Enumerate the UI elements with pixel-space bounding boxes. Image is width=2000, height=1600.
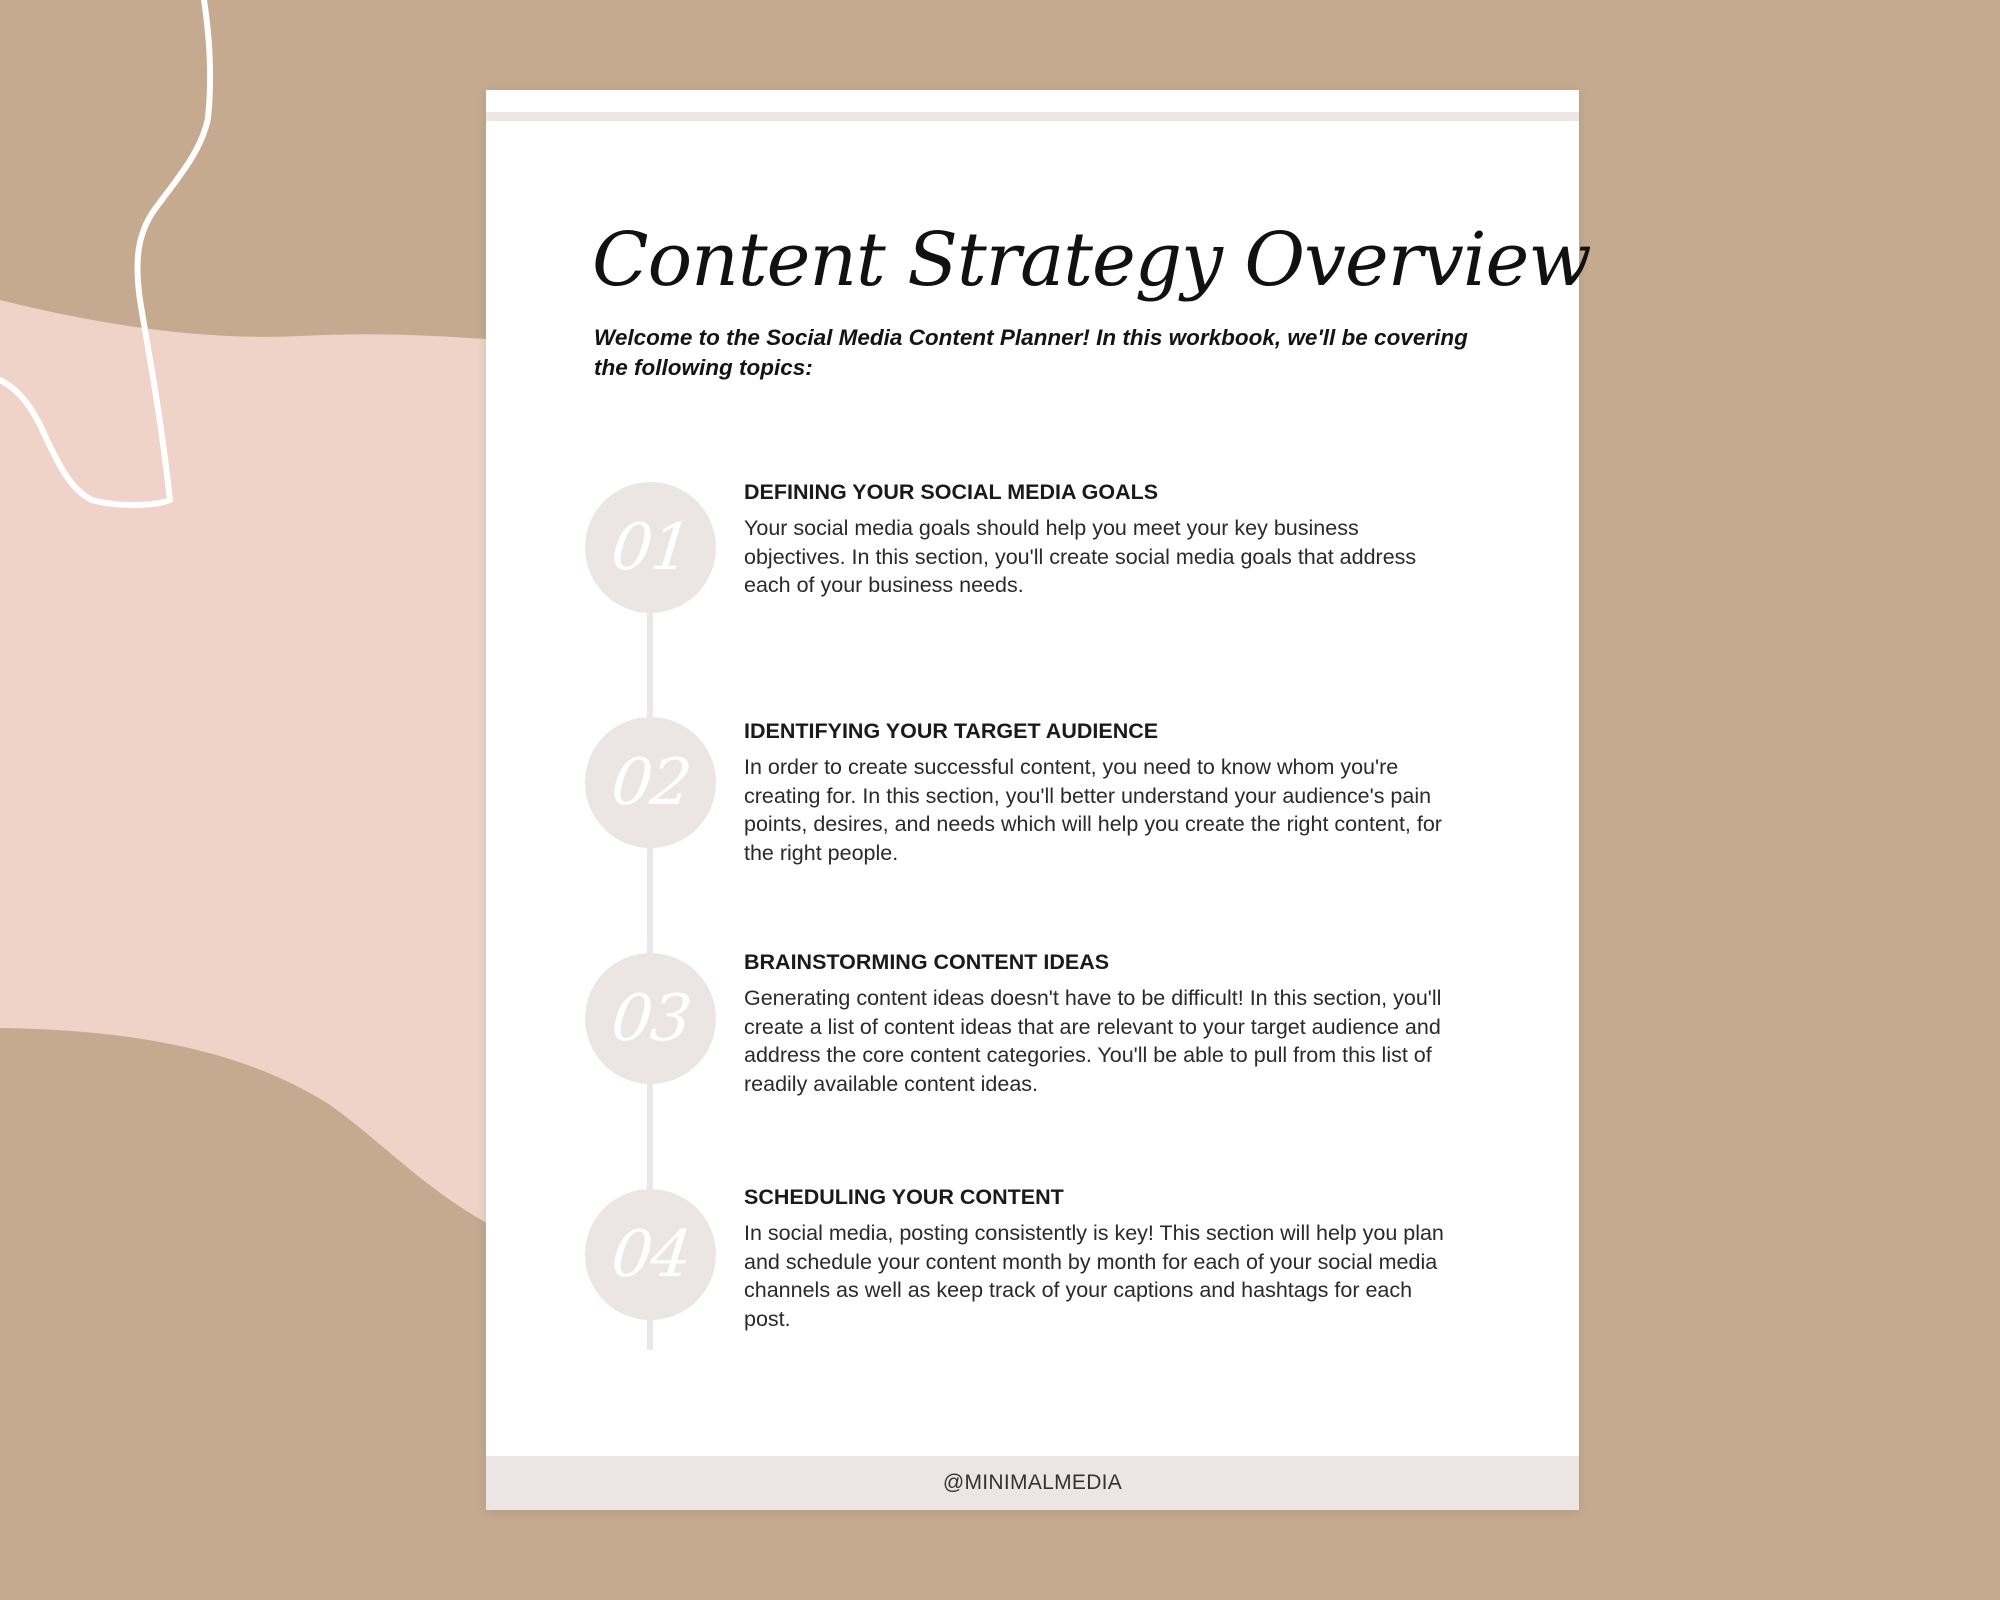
workbook-page <box>486 90 1591 1510</box>
number-label: 03 <box>607 981 694 1056</box>
footer-handle: @MINIMALMEDIA <box>486 1456 1579 1510</box>
topic-timeline <box>486 90 1579 1510</box>
number-badge <box>585 482 716 613</box>
page-title: Content Strategy Overview <box>592 217 1591 303</box>
topic-section <box>744 1183 1464 1334</box>
number-label: 04 <box>607 1217 694 1292</box>
section-body: Your social media goals should help you meet your key business objectives. In this section, you'll create social media goals that address each of your business needs. <box>744 516 1417 598</box>
number-badge <box>585 1189 716 1320</box>
section-heading: BRAINSTORMING CONTENT IDEAS <box>744 950 1110 974</box>
blush-shape <box>0 300 500 1230</box>
section-body: In social media, posting consistently is key! This section will help you plan and schedule your content month by month for each of your social media channels as well as keep track of your captions and hashtags for each post. <box>744 1221 1444 1332</box>
section-body: In order to create successful content, you need to know whom you're creating for. In this section, you'll better understand your audience's pain points, desires, and needs which will help you create the right content, for the right people. <box>744 755 1442 866</box>
topic-section <box>744 478 1464 600</box>
number-label: 01 <box>607 510 694 585</box>
intro-text: Welcome to the Social Media Content Planner! In this workbook, we'll be covering the following topics: <box>594 325 1468 380</box>
section-body: Generating content ideas doesn't have to be difficult! In this section, you'll create a list of content ideas that are relevant to your target audience and address the core content categories. You'll be able to pull from this list of readily available content ideas. <box>744 986 1442 1097</box>
number-badge <box>585 717 716 848</box>
topic-section <box>744 948 1464 1099</box>
section-heading: IDENTIFYING YOUR TARGET AUDIENCE <box>744 719 1159 743</box>
section-heading: SCHEDULING YOUR CONTENT <box>744 1185 1064 1209</box>
section-heading: DEFINING YOUR SOCIAL MEDIA GOALS <box>744 480 1159 504</box>
number-label: 02 <box>607 745 694 820</box>
topic-section <box>744 717 1464 868</box>
number-badge <box>585 953 716 1084</box>
